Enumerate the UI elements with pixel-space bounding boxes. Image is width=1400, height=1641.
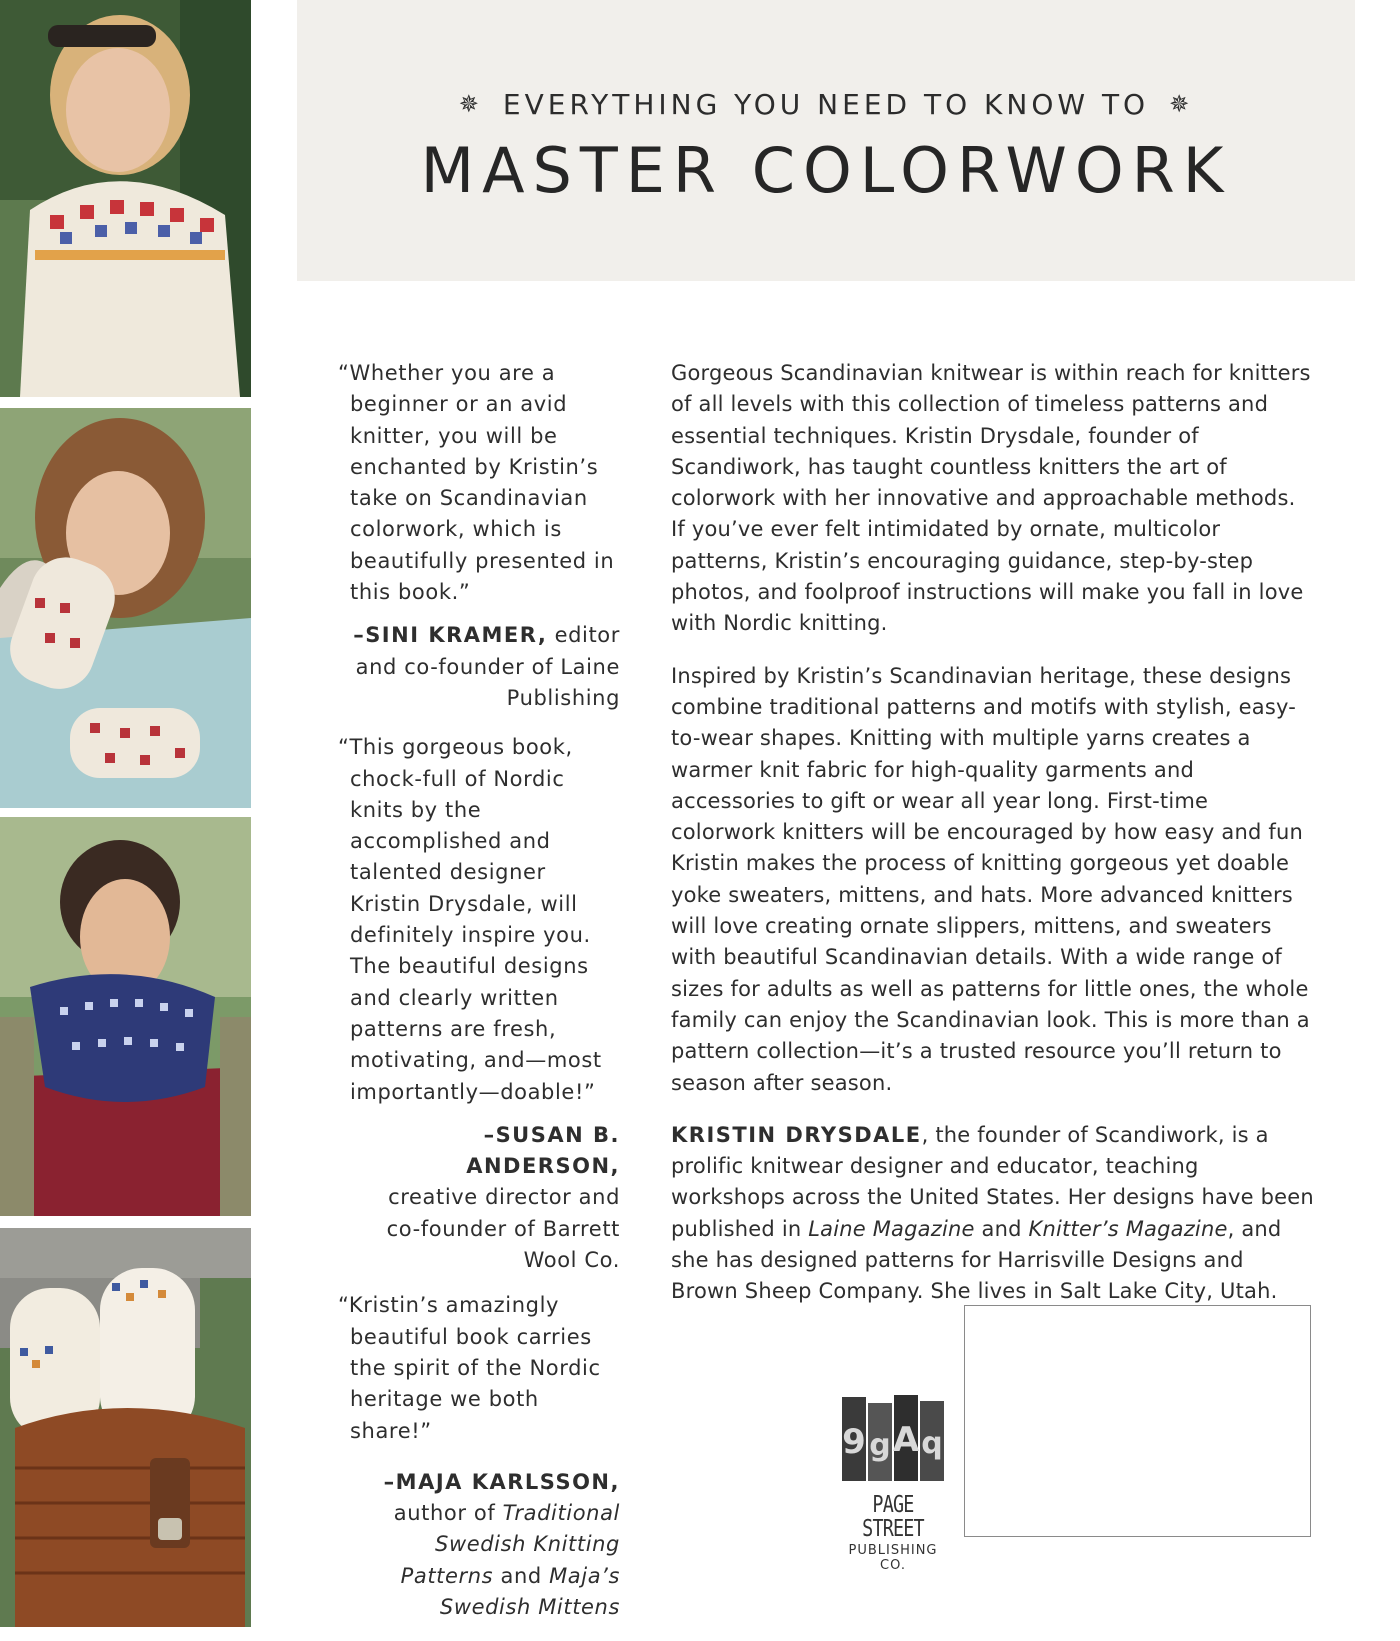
endorser-name: –MAJA KARLSSON, [383,1469,620,1494]
endorser-role: co-founder of Barrett [386,1216,620,1241]
book-title-ref: Maja’s [549,1563,620,1588]
book-title-ref: Swedish Knitting [435,1532,620,1557]
endorsement-quote: “Whether you are a beginner or an avid knitter, you will be enchanted by Kristin’s take on Scandinavian colorwork, which is beautifully presented in this book.” [338,361,615,605]
endorser-role: editor [547,623,620,648]
kicker-text: EVERYTHING YOU NEED TO KNOW TO [502,88,1150,121]
photo-mittens-basket [0,1228,251,1627]
description-column [671,358,1316,1329]
endorsement-attribution [338,1120,620,1276]
endorser-role: Publishing [506,685,620,710]
author-name: KRISTIN DRYSDALE [671,1122,922,1147]
star-ornament-icon: ✵ [458,90,483,118]
endorser-role: and co-founder of Laine [355,654,620,679]
endorser-role: and [493,1563,550,1588]
photo-strip [0,0,251,1627]
star-ornament-icon: ✵ [1169,90,1194,118]
magazine-title: Knitter’s Magazine [1028,1216,1228,1241]
endorser-name: –SINI KRAMER, [353,623,548,648]
endorser-name: –SUSAN B. ANDERSON, [466,1122,620,1179]
endorsement-attribution [338,1467,620,1623]
publisher-subname: PUBLISHING CO. [848,1543,938,1573]
book-title-ref: Traditional [502,1501,620,1526]
endorsements-column [338,358,620,1641]
description-paragraph: Inspired by Kristin’s Scandinavian heritage, these designs combine traditional patterns and motifs with stylish, easy-to-wear shapes. Knitting with multiple yarns creates a warmer knit fabric for high-quality garments and accessories to gift or wear all year long. First-time colorwork knitters will be encouraged by how easy and fun Kristin makes the process of knitting gorgeous yet doable yoke sweaters, mittens, and hats. More advanced knitters will love creating ornate slippers, mittens, and sweaters with beautiful Scandinavian details. With a wide range of sizes for adults as well as patterns for little ones, the whole family can enjoy the Scandinavian look. This is more than a pattern collection—it’s a trusted resource you’ll return to season after season. [671,663,1310,1095]
photo-colorwork-cowl [0,817,251,1216]
author-bio [671,1120,1316,1308]
publisher-name: PAGE STREET [862,1492,924,1542]
header-kicker [297,88,1355,121]
book-title: MASTER COLORWORK [420,134,1232,207]
barcode-area [964,1305,1311,1537]
endorsement-quote: “This gorgeous book, chock-full of Nordic knits by the accomplished and talented designer Kristin Drysdale, will definitely inspire you. The beautiful designs and clearly written patterns are fresh, motivating, and—most importantly—doable!” [338,735,602,1104]
description-paragraph: Gorgeous Scandinavian knitwear is within reach for knitters of all levels with this collection of timeless patterns and essential techniques. Kristin Drysdale, founder of Scandiwork, has taught countless knitters the art of colorwork with her innovative and approachable methods. If you’ve ever felt intimidated by ornate, multicolor patterns, Kristin’s encouraging guidance, step-by-step photos, and foolproof instructions will make you fall in love with Nordic knitting. [671,361,1311,636]
photo-fingerless-mitts [0,408,251,808]
header-band [297,0,1355,281]
bio-text: and [974,1216,1029,1241]
book-title-ref: Swedish Mittens [439,1594,620,1619]
svg-text:q: q [921,1426,943,1461]
svg-text:g: g [869,1428,891,1463]
bio-text: , and she has designed patterns for Harrisville Designs and Brown Sheep Company. She lives in Salt Lake City, Utah. [671,1216,1282,1304]
letterpress-blocks-icon [840,1393,946,1485]
endorsement-attribution [338,620,620,714]
svg-text:A: A [892,1420,920,1460]
endorsement-quote: “Kristin’s amazingly beautiful book carries the spirit of the Nordic heritage we both share!” [338,1293,601,1443]
endorser-role: Wool Co. [523,1248,620,1273]
bio-text: , the founder of Scandiwork, is a prolific knitwear designer and educator, teaching workshops across the United States. Her designs have been published in [671,1122,1314,1241]
svg-text:9: 9 [842,1422,866,1462]
endorser-role: creative director and [388,1185,620,1210]
endorser-role: author of [393,1501,503,1526]
book-title-ref: Patterns [400,1563,494,1588]
magazine-title: Laine Magazine [808,1216,975,1241]
photo-yoke-sweater [0,0,251,397]
publisher-logo [840,1393,946,1573]
